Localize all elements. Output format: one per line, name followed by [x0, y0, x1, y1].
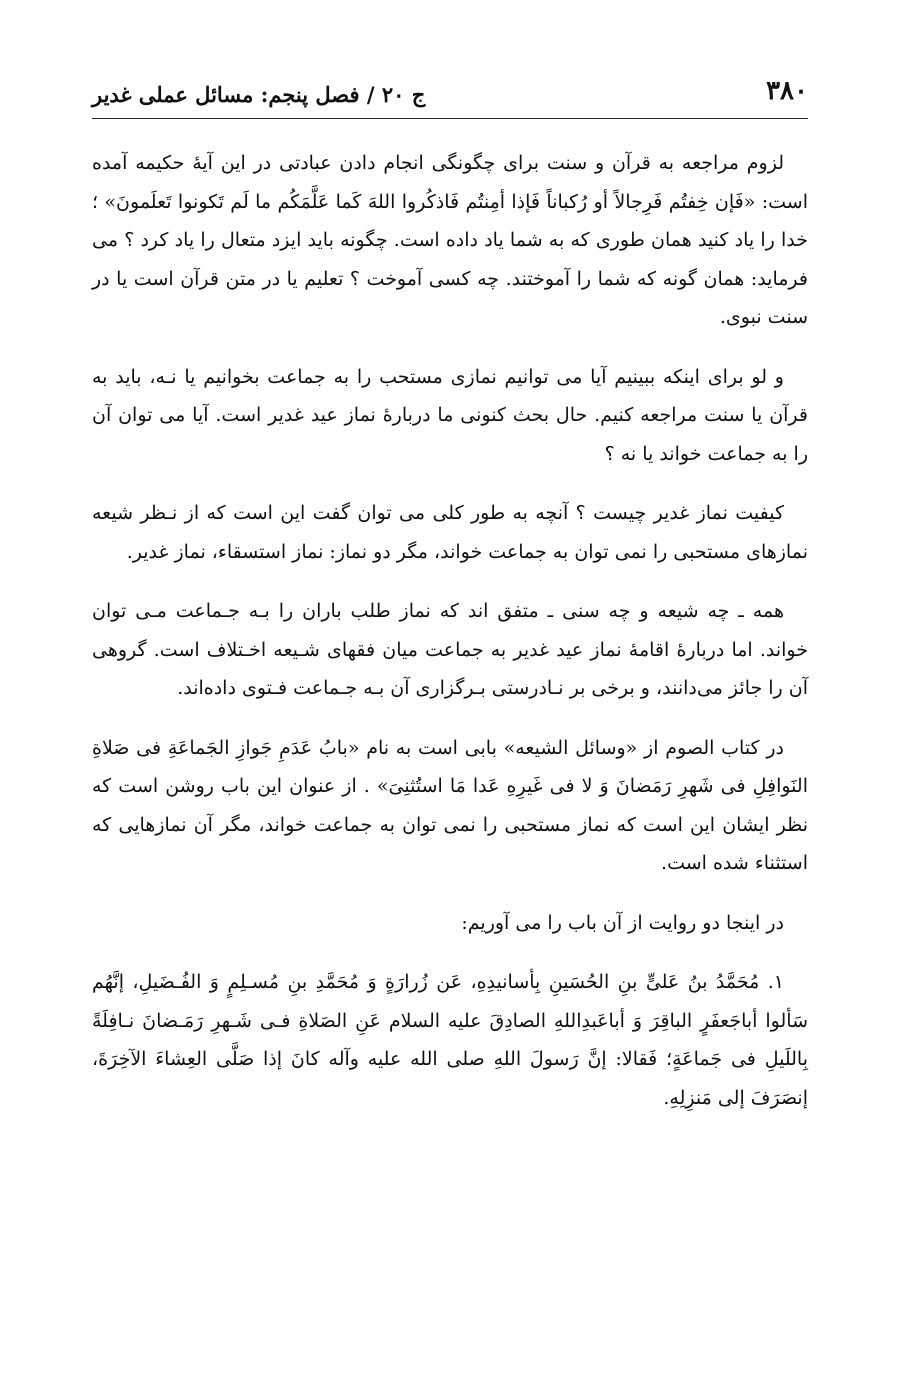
- body-text: [92, 144, 808, 1138]
- paragraph: در اینجا دو روایت از آن باب را می آوریم:: [461, 911, 784, 934]
- header-divider: [92, 118, 808, 119]
- paragraph: و لو برای اینکه ببینیم آیا می توانیم نمازی مستحب را به جماعت بخوانیم یا نـه، باید به قرآن یا سنت مراجعه کنیم. حال بحث کنونی ما دربارهٔ نماز عید غدیر است. آیا می توان آن را به جماعت خواند یا نه ؟: [92, 365, 808, 465]
- paragraph: کیفیت نماز غدیر چیست ؟ آنچه به طور کلی می توان گفت این است که از نـظر شیعه نمازهای مستحبی را نمی توان به جماعت خواند، مگر دو نماز: نماز استسقاء، نماز غدیر.: [92, 502, 808, 563]
- paragraph: در کتاب الصوم از «وسائل الشیعه» بابی است به نام «بابُ عَدَمِ جَوازِ الجَماعَةِ فی صَلاةِ النَوافِلِ فی شَهرِ رَمَضانَ وَ لا فی غَیرِهِ عَدا مَا استُثنِیَ» . از عنوان این باب روشن است که نظر ایشان این است که نماز مستحبی را نمی توان به جماعت خواند، مگر آن نمازهایی که استثناء شده است.: [92, 736, 808, 874]
- hadith-paragraph: ۱. مُحَمَّدُ بنُ عَلیٍّ بنِ الحُسَینِ بِأسانیدِهِ، عَن زُرارَةٍ وَ مُحَمَّدِ بنِ مُسـلِمٍ وَ الفُـضَیلِ، إنَّهُم سَألوا أباجَعفَرٍ الباقِرَ وَ أباعَبدِاللهِ الصادِقَ عليه السلام عَنِ الصَلاةِ فـی شَـهرِ رَمَـضانَ نـافِلَةً بِاللَیلِ فی جَماعَةٍ؛ فَقالا: إنَّ رَسولَ اللهِ صلى الله عليه وآله کانَ إذا صَلَّی العِشاءَ الآخِرَةَ، إنصَرَفَ إلی مَنزِلِهِ.: [92, 971, 808, 1109]
- paragraph: همه ـ چه شیعه و چه سنی ـ متفق اند که نماز طلب باران را بـه جـماعت مـی توان خواند. اما دربارهٔ اقامهٔ نماز عید غدیر به جماعت میان فقهای شـیعه اخـتلاف است. گروهی آن را جائز می‌دانند، و برخی بر نـادرستی بـرگزاری آن بـه جـماعت فـتوی داده‌اند.: [92, 600, 808, 699]
- paragraph: لزوم مراجعه به قرآن و سنت برای چگونگی انجام دادن عبادتی در این آیهٔ حکیمه آمده است: «فَإن خِفتُم فَرِجالاً أو رُکباناً فَإذا أمِنتُم فَاذکُروا اللهَ کَما عَلَّمَکُم ما لَم تَکونوا تَعلَمونَ» ؛ خدا را یاد کنید همان طوری که به شما یاد داده است. چگونه باید ایزد متعال را یاد کرد ؟ می فرماید: همان گونه که شما را آموختند. چه کسی آموخت ؟ تعلیم یا در متن قرآن است یا در سنت نبوی.: [92, 152, 808, 328]
- running-title: ج ۲۰ / فصل پنجم: مسائل عملی غدیر: [92, 82, 426, 107]
- page-number: ۳۸۰: [766, 76, 808, 106]
- page-header: [92, 68, 808, 118]
